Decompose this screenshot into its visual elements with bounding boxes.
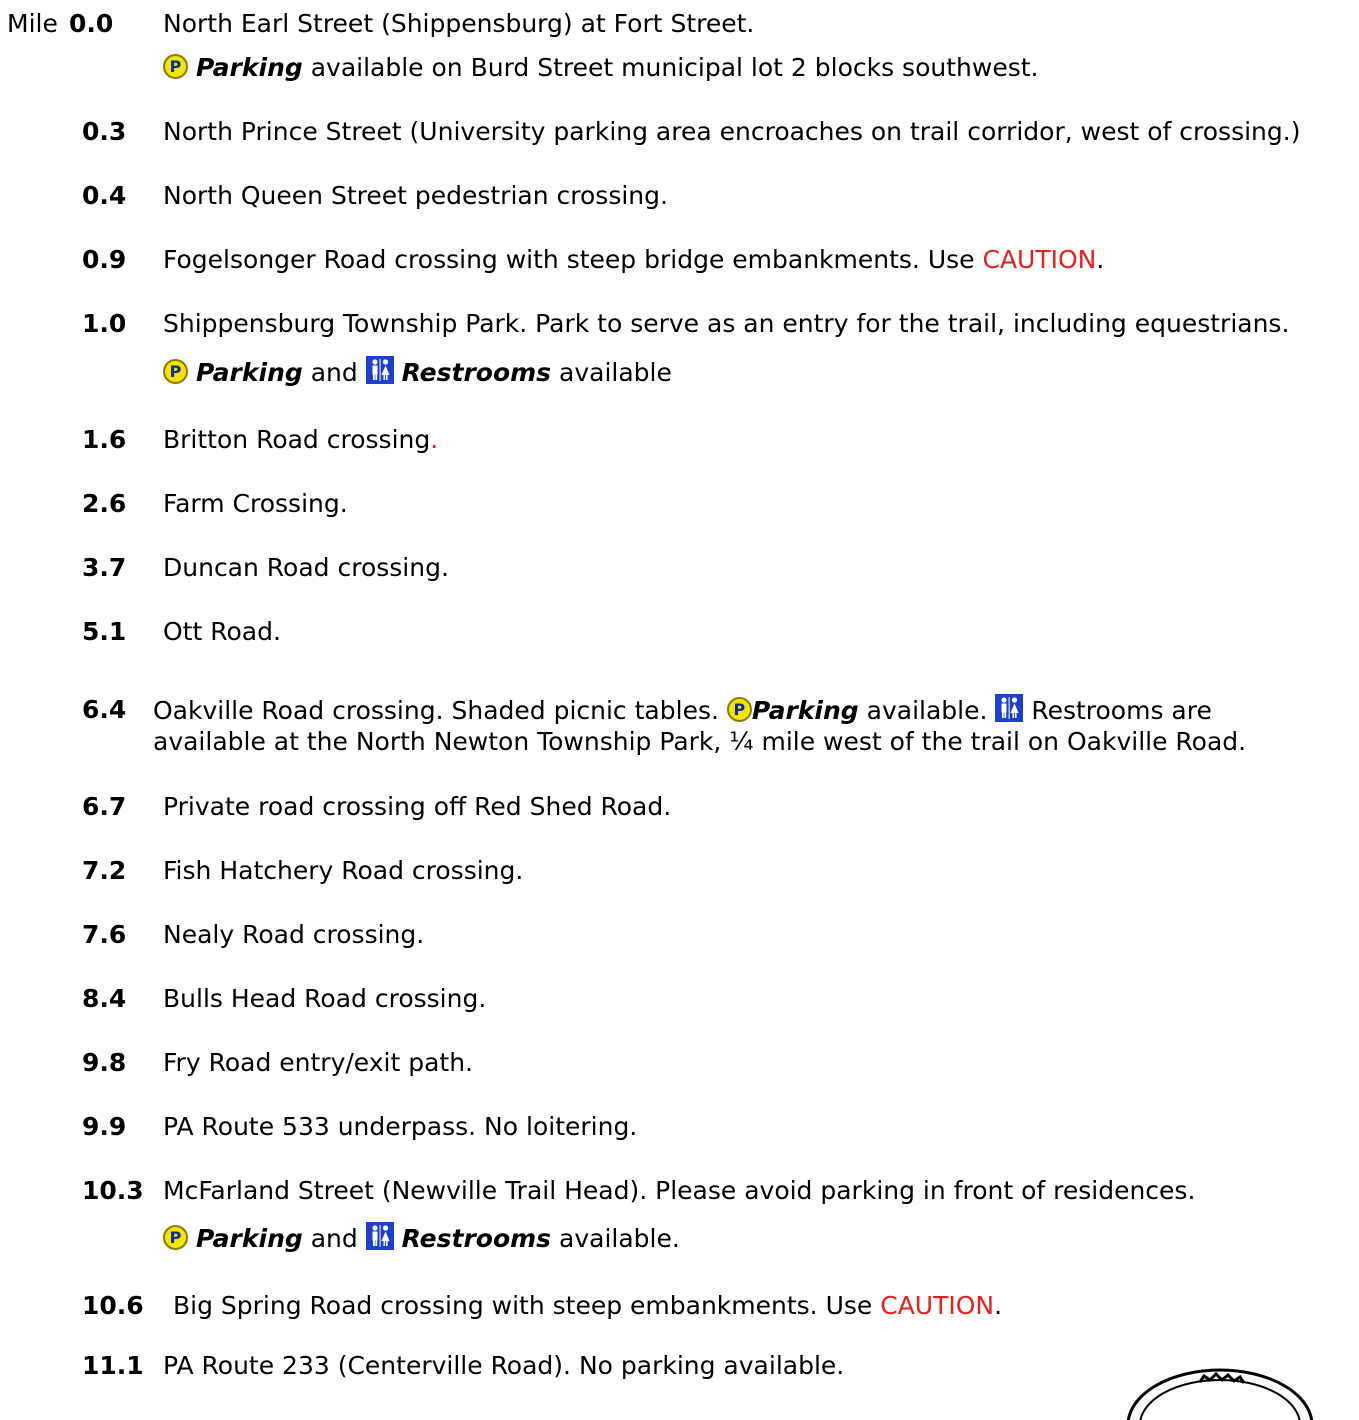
entry-description: Private road crossing off Red Shed Road. [163,792,672,821]
entry-tail: . [1096,245,1105,274]
mile-number: 7.2 [82,856,127,885]
parking-note: available on Burd Street municipal lot 2 blocks southwest. [302,53,1039,82]
entry-description: Fry Road entry/exit path. [163,1048,473,1077]
mile-number: 6.7 [82,792,127,821]
entry-tail: . [994,1291,1003,1320]
mile-number: 0.0 [69,9,114,38]
parking-icon: P [727,697,752,722]
entry-description: Ott Road. [163,617,281,646]
entry-description: Farm Crossing. [163,489,348,518]
mile-number: 3.7 [82,553,127,582]
entry-description: North Earl Street (Shippensburg) at Fort Street. [163,9,755,38]
entry-description: Nealy Road crossing. [163,920,425,949]
amenity-line-mile-0-0 [163,52,1038,84]
amenity-line-mile-10-3 [163,1222,680,1255]
parking-label: Parking [751,696,859,725]
restrooms-label: Restrooms [401,1224,552,1253]
and-text: and [302,358,366,387]
caution-text: CAUTION [880,1291,995,1320]
mile-number: 0.3 [82,117,127,146]
entry-description: Fish Hatchery Road crossing. [163,856,524,885]
entry-description: North Queen Street pedestrian crossing. [163,181,668,210]
mile-number: 10.6 [82,1291,144,1320]
mile-prefix: Mile [7,9,58,38]
parking-label: Parking [195,1224,303,1253]
restroom-icon [995,694,1023,722]
entry-description: Duncan Road crossing. [163,553,449,582]
mile-number: 5.1 [82,617,127,646]
entry-description: Britton Road crossing [163,425,431,454]
parking-icon: P [163,54,188,79]
caution-text: CAUTION [982,245,1097,274]
mile-number: 10.3 [82,1176,144,1205]
mile-number: 0.9 [82,245,127,274]
parking-label: Parking [195,53,303,82]
entry-description: North Prince Street (University parking area encroaches on trail corridor, west of crossing.) [163,117,1301,146]
parking-icon: P [163,1225,188,1250]
seal-logo [1120,1350,1320,1420]
mile-number: 2.6 [82,489,127,518]
parking-label: Parking [195,358,303,387]
entry-text: available. [858,696,996,725]
mile-number: 8.4 [82,984,127,1013]
entry-description: McFarland Street (Newville Trail Head). Please avoid parking in front of residences. [163,1176,1196,1205]
parking-icon: P [163,359,188,384]
entry-continuation: available at the North Newton Township Park, ¼ mile west of the trail on Oakville Road. [153,727,1247,756]
mile-number: 7.6 [82,920,127,949]
entry-text: Restrooms are [1023,696,1212,725]
mile-number: 0.4 [82,181,127,210]
mile-number: 9.8 [82,1048,127,1077]
entry-description: Big Spring Road crossing with steep embankments. Use [173,1291,881,1320]
entry-tail: . [430,425,439,454]
mile-number: 9.9 [82,1112,127,1141]
mile-number: 11.1 [82,1351,144,1380]
entry-description: Bulls Head Road crossing. [163,984,487,1013]
restroom-icon [366,1222,394,1250]
and-text: and [302,1224,366,1253]
restroom-icon [366,356,394,384]
entry-description: PA Route 233 (Centerville Road). No parking available. [163,1351,845,1380]
mile-number: 1.0 [82,309,127,338]
amenity-line-mile-1-0 [163,356,672,389]
available-text: available [551,358,672,387]
entry-description: PA Route 533 underpass. No loitering. [163,1112,638,1141]
available-text: available. [551,1224,680,1253]
mile-number: 1.6 [82,425,127,454]
entry-description: Oakville Road crossing. Shaded picnic tables. [153,696,727,725]
mile-number: 6.4 [82,695,127,724]
restrooms-label: Restrooms [401,358,552,387]
entry-description: Shippensburg Township Park. Park to serve as an entry for the trail, including equestrians. [163,309,1290,338]
entry-description: Fogelsonger Road crossing with steep bridge embankments. Use [163,245,983,274]
